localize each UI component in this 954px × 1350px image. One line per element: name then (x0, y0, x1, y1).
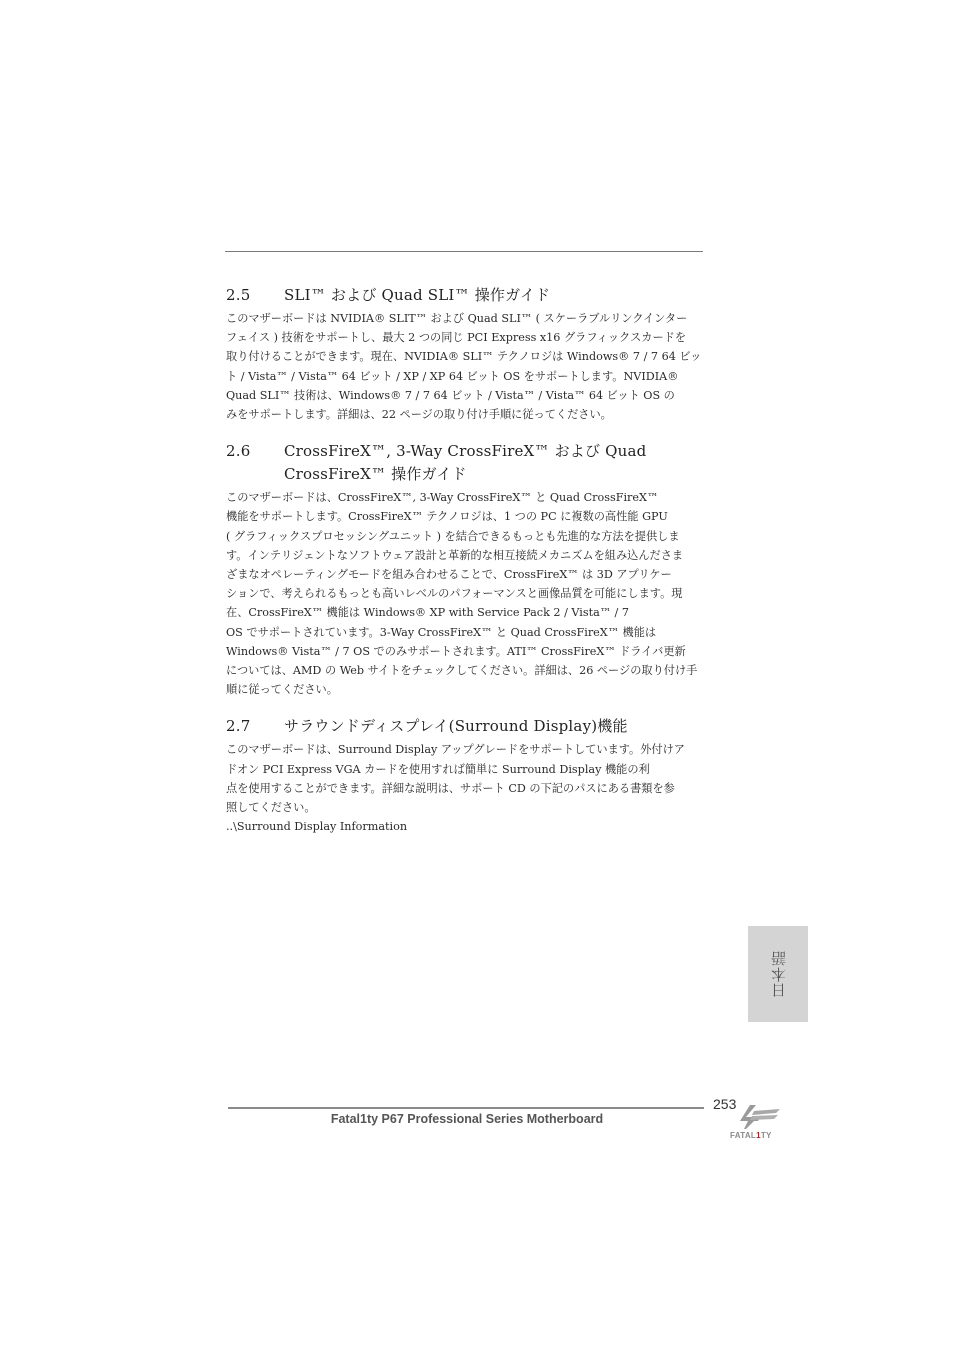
fatal1ty-wing-icon (736, 1103, 786, 1131)
body-line: Quad SLI™ 技術は、Windows® 7 / 7 64 ビット / Vista™ / Vista™ 64 ビット OS の (226, 388, 675, 402)
section-number: 2.5 (226, 286, 251, 304)
logo-text-prefix: FATAL (730, 1131, 757, 1140)
body-line: このマザーボードは、CrossFireX™, 3-Way CrossFireX™ と Quad CrossFireX™ (226, 491, 659, 505)
page-number: 253 (713, 1096, 737, 1112)
body-line: 照してください。 (226, 801, 316, 815)
section-2-6 (226, 440, 706, 699)
section-body (226, 488, 706, 699)
body-line: 在、CrossFireX™ 機能は Windows® XP with Service Pack 2 / Vista™ / 7 (226, 606, 629, 620)
body-line: このマザーボードは NVIDIA® SLIT™ および Quad SLI™ ( スケーラブルリンクインター (226, 312, 688, 325)
body-line: みをサポートします。詳細は、22 ページの取り付け手順に従ってください。 (226, 408, 612, 422)
section-number: 2.6 (226, 442, 251, 461)
body-line: ( グラフィックスプロセッシングユニット ) を結合できるもっとも先進的な方法を提供しま (226, 529, 680, 543)
body-line: Windows® Vista™ / 7 OS でのみサポートされます。ATI™ CrossFireX™ ドライバ更新 (226, 644, 686, 658)
body-line: については、AMD の Web サイトをチェックしてください。詳細は、26 ページの取り付け手 (226, 664, 698, 678)
fatal1ty-logo (728, 1103, 788, 1143)
logo-text-highlight: 1 (756, 1131, 761, 1140)
body-line: 取り付けることができます。現在、NVIDIA® SLI™ テクノロジは Windows® 7 / 7 64 ビッ (226, 350, 702, 364)
logo-text (730, 1131, 772, 1140)
body-line: OS でサポートされています。3-Way CrossFireX™ と Quad CrossFireX™ 機能は (226, 625, 657, 639)
section-title-line: CrossFireX™ 操作ガイド (284, 465, 467, 484)
language-tab (748, 926, 808, 1022)
footer-title: Fatal1ty P67 Professional Series Motherboard (330, 1112, 604, 1126)
section-heading (226, 715, 706, 738)
section-number: 2.7 (226, 717, 251, 736)
section-title-line: CrossFireX™, 3-Way CrossFireX™ および Quad (284, 442, 647, 461)
body-line: ト / Vista™ / Vista™ 64 ビット / XP / XP 64 ビット OS をサポートします。NVIDIA® (226, 369, 679, 383)
section-title (284, 440, 706, 486)
section-title: サラウンドディスプレイ(Surround Display)機能 (284, 717, 628, 736)
section-2-7 (226, 715, 706, 836)
section-2-5 (226, 284, 706, 424)
section-heading (226, 440, 706, 486)
section-heading (226, 284, 706, 307)
section-title: SLI™ および Quad SLI™ 操作ガイド (284, 286, 551, 304)
body-line: す。インテリジェントなソフトウェア設計と革新的な相互接続メカニズムを組み込んださま (226, 548, 684, 562)
section-body (226, 740, 706, 817)
section-body (226, 309, 706, 424)
body-line: ざまなオペレーティングモードを組み合わせることで、CrossFireX™ は 3D アプリケー (226, 568, 672, 582)
logo-text-suffix: TY (760, 1131, 772, 1140)
body-line: フェイス ) 技術をサポートし、最大 2 つの同じ PCI Express x16 グラフィックスカードを (226, 331, 687, 345)
page-content (226, 284, 706, 852)
body-line: 順に従ってください。 (226, 683, 338, 697)
body-line: 機能をサポートします。CrossFireX™ テクノロジは、1 つの PC に複数の高性能 GPU (226, 510, 668, 524)
body-line: このマザーボードは、Surround Display アップグレードをサポートしています。外付けア (226, 743, 685, 757)
body-line: ションで、考えられるもっとも高いレベルのパフォーマンスと画像品質を可能にします。現 (226, 587, 683, 601)
file-path: ..\Surround Display Information (226, 820, 408, 834)
body-line: ドオン PCI Express VGA カードを使用すれば簡単に Surround Display 機能の利 (226, 762, 650, 776)
body-line: 点を使用することができます。詳細な説明は、サポート CD の下記のパスにある書類を参 (226, 781, 675, 795)
footer-rule (228, 1107, 704, 1109)
header-rule (225, 251, 703, 252)
language-tab-label: 日本語 (769, 950, 788, 998)
